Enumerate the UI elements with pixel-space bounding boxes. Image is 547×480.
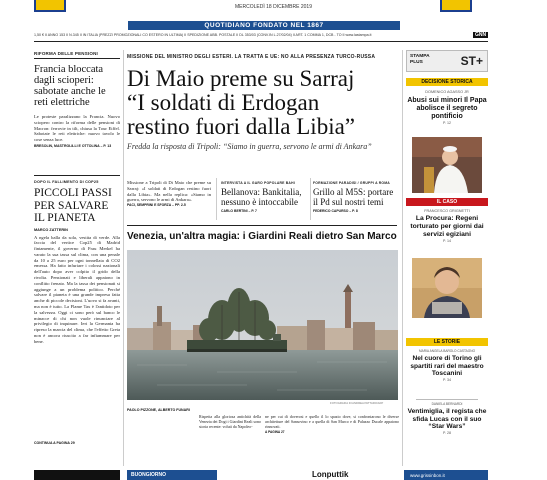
- story3-headline[interactable]: Grillo al M5S: portare il Pd sul nostri temi: [313, 187, 394, 207]
- masthead-date: MERCOLEDÌ 18 DICEMBRE 2019: [235, 4, 312, 10]
- center-subhead: Fredda la risposta di Tripoli: “Siamo in guerra, servono le armi di Ankara”: [127, 142, 372, 151]
- bottom-strip-left: [34, 470, 120, 480]
- right-head-3[interactable]: Nel cuore di Torino gli spartiti rari del maestro Toscanini: [410, 355, 484, 378]
- story3-kicker: FORMAZIONE PARADISI / GRUPPI A ROMA: [313, 181, 390, 185]
- pope-photo: [412, 137, 482, 193]
- left-kicker-1: RIFORMA DELLE PENSIONI: [34, 51, 98, 56]
- right-byline-4: DANIELA BERNARDI: [431, 402, 463, 406]
- st-plus-logo: ST+: [460, 54, 483, 68]
- center-story-3: [313, 181, 399, 213]
- price-line: 1,50 € II ANNO 153 II N.345 II IN ITALIA (PREZZI PROMOZIONALI CO ESTERO IN ULTIMA) II SPEDIZIONE ABB. POSTALE II DL 353/03 (CONV.IN L.27/02/04) II ART. 1 COMMA 1, DCB - TO II www.lastampa.it: [34, 33, 372, 37]
- col-divider-2: [402, 50, 403, 466]
- center-main: [127, 54, 397, 151]
- photo-credit: FOTOGRAFIA DI ANDREA PATTARO/AFP: [330, 401, 384, 405]
- story3-byline: FEDERICO CAPURSO – P. 8: [313, 209, 358, 213]
- caption-page[interactable]: A PAGINA 27: [265, 430, 285, 434]
- center-divider-a: [216, 178, 217, 220]
- center-story-2: [221, 181, 307, 213]
- right-page-4: P. 28: [443, 430, 451, 435]
- bottom-ad-mid: Lonputtik: [312, 470, 349, 479]
- grissinbon-url[interactable]: www.grissinbon.it: [410, 473, 445, 478]
- left-body-2: A ngela balla da sola, vestita di verde. Alla faccia del vertice Cop25 di Madrid fintamente, il governo di Frau Merkel ha varato la sua tassa sul clima, con una penale da 10 a 25 euro per ogni tonnellata di CO2 emessa. Ha fatto infuriare i colossi nazionali dell'auto dopo aver colpito il grido della rivolta. Pensionati e liberali appaiono in conflitto frenato. Ma la tassa dei pensionati si aggiunge a un problema politico. Perché salvare il pianeta è una grande impresa fatta anche di piccole decisioni. L'uovo si fa avanti, ma non è tutto. La Flame Tax è l'antidoto per la salvezza. Oggi ci sono però sul banco le minacce di chi non vuole rinunciare al privilegio di inquinare. Ieri la Germania ha ripreso la marcia del clima, che l'effetto Greta non è ancora riuscito a far infiammare per bene.: [34, 234, 120, 344]
- right-head-2[interactable]: La Procura: Regeni torturato per giorni dai servizi egiziani: [410, 215, 484, 238]
- center-divider-b: [310, 178, 311, 220]
- right-byline-1: DOMENICO AGASSO JR: [425, 90, 469, 94]
- left-column: [34, 51, 120, 148]
- center-rule: [127, 225, 397, 226]
- right-rule-4: [416, 399, 478, 400]
- bottom-strip-mid: [127, 470, 217, 480]
- story2-kicker: INTERVISTA A IL GARO POPOLARE BAHI: [221, 181, 295, 185]
- left-divider: [34, 175, 120, 176]
- story2-headline[interactable]: Bellanova: Bankitalia, nessuno è intoccabile: [221, 187, 302, 207]
- right-head-1[interactable]: Abusi sui minori Il Papa abolisce il segreto pontificio: [407, 97, 487, 120]
- venice-photo: [127, 250, 398, 400]
- gnn-badge: GNN: [475, 32, 487, 38]
- left-headline-1[interactable]: Francia bloccata dagli scioperi: sabotate anche le reti elettriche: [34, 64, 106, 108]
- right-page-1: P. 12: [443, 121, 451, 125]
- center-headline-line3[interactable]: restino fuori dalla Libia”: [127, 114, 356, 139]
- right-story-4: [406, 402, 488, 435]
- center-lead-text: Missione a Tripoli di Di Maio che preme su Sarraj: «I soldati di Erdogan restino fuori dalla Libia». Ma nella replica: «Siamo in guerra, servono le armi di Ankara».: [127, 180, 211, 203]
- caption-text-2: ne per cui di doverosi e quello il lo spazio dove, si confrontarono le diverse architetture del Sansovino e a quella di San Marco e di Palazzo Ducale appaiono rinnovati.: [265, 414, 399, 429]
- right-tag-3: LE STORIE: [406, 338, 488, 346]
- left-continue-2[interactable]: CONTINUA A PAGINA 29: [34, 440, 75, 445]
- story2-byline: CARLO BERTINI – P. 7: [221, 209, 257, 213]
- caption-text: Rispetta alla gloriosa antichità della Venezia dei Dogi i Giardini Reali sono storia recente: voluti da Napoleo-: [199, 414, 261, 429]
- center-headline-line2[interactable]: “I soldati di Erdogan: [127, 90, 320, 115]
- right-byline-2: FRANCESCO GRIGNETTI: [424, 209, 470, 213]
- right-byline-3: MARIA ANGELA BAROLO CASTAGNO: [418, 349, 476, 353]
- stampa-plus-box[interactable]: [406, 50, 488, 72]
- col-divider-1: [123, 50, 124, 466]
- bottom-strip-right: [404, 470, 488, 480]
- caption-author: PAOLO PIZZONE, ALBERTO FUNARI: [127, 408, 190, 412]
- left-byline-1: BRESOLIN, MASTROLILLI E OTTOLINA – P. 13: [34, 143, 112, 148]
- left-headline-2[interactable]: PICCOLI PASSI PER SALVARE IL PIANETA: [34, 187, 112, 224]
- right-head-4[interactable]: Ventimiglia, il regista che sfida Lucas con il suo “Star Wars”: [407, 408, 487, 431]
- right-tag-2: IL CASO: [406, 198, 488, 206]
- portrait-photo: [412, 258, 482, 318]
- right-story-3: [406, 338, 488, 382]
- center-lead-byline: PACI, SEMPRINI E SFORZA – PP. 2-5: [127, 203, 186, 208]
- center-headline-line1[interactable]: Di Maio preme su Sarraj: [127, 66, 355, 91]
- right-page-3: P. 34: [443, 377, 451, 382]
- stampa-plus-label: STAMPA PLUS: [410, 54, 430, 65]
- center-lead-story: [127, 180, 211, 207]
- buongiorno-label: BUONGIORNO: [131, 472, 166, 478]
- right-page-2: P. 14: [443, 239, 451, 243]
- left-author-2: MARCO ZATTERIN: [34, 227, 68, 232]
- masthead-rule: [34, 41, 488, 42]
- left-column-2: [34, 180, 120, 445]
- masthead-tagline: QUOTIDIANO FONDATO NEL 1867: [128, 21, 400, 30]
- right-tag-1: DECISIONE STORICA: [406, 78, 488, 86]
- center-kicker: MISSIONE DEL MINISTRO DEGLI ESTERI. LA TRATTA E UE: NO ALLA PRESENZA TURCO-RUSSA: [127, 54, 376, 60]
- right-story-2: [406, 198, 488, 243]
- right-story-1: [406, 78, 488, 125]
- photo-headline[interactable]: Venezia, un'altra magia: i Giardini Reali dietro San Marco: [127, 231, 397, 242]
- left-kicker-2: DOPO IL FALLIMENTO DI COP25: [34, 180, 99, 184]
- left-body-1: Le proteste paralizzano la Francia. Nuovo sciopero contro la riforma delle pensioni di Macron: ferrovie in tilt, chiusa la Tour Eiffel. Sabotate le reti elettriche: nuovo tavolo le cose senza luce.: [34, 114, 120, 143]
